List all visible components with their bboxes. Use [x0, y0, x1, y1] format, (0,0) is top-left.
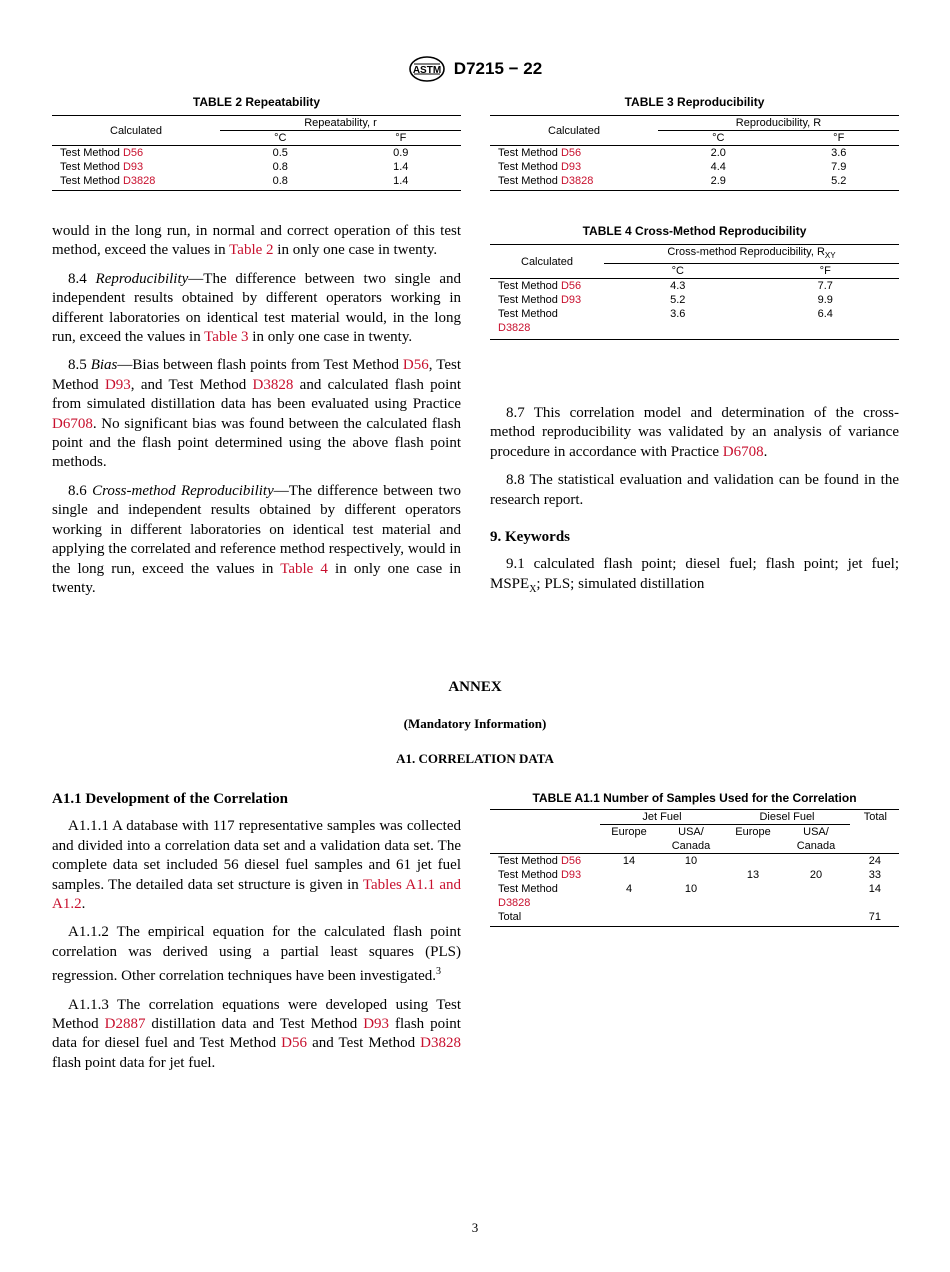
table-2-link[interactable]: Table 2	[229, 242, 274, 259]
paragraph-a1-1-3	[52, 996, 461, 1074]
table-row-total	[490, 910, 899, 927]
method-link[interactable]: D93	[560, 161, 582, 173]
value-c: 4.3	[670, 280, 686, 293]
d6708-link[interactable]: D6708	[52, 415, 93, 432]
section-9-heading: 9. Keywords	[490, 529, 570, 546]
table-2-col-group: Repeatability, r	[220, 116, 461, 131]
paragraph-a1-1-1	[52, 817, 461, 914]
row-label: Test Method	[498, 161, 561, 173]
diesel-usa-value	[782, 854, 850, 869]
text: 8.5	[68, 357, 91, 374]
a1-1-heading: A1.1 Development of the Correlation	[52, 791, 288, 807]
value-c: 0.8	[272, 161, 288, 173]
text: —The difference between two single and independent results obtained by different operators working in different laboratories on identical test material would, in the long run, exceed the values in	[52, 270, 461, 346]
text: A1.1.3 The correlation equations were developed using Test Method	[52, 996, 461, 1033]
text: in only one case in twenty.	[52, 560, 461, 596]
table-2-col-calculated: Calculated	[52, 116, 220, 146]
table-3-unit-f: °F	[778, 131, 899, 146]
table-3-unit-c: °C	[658, 131, 778, 146]
table-a1-1-grid	[490, 809, 899, 927]
total-value: 33	[868, 869, 881, 881]
text: would in the long run, in normal and correct operation of this test method, exceed the values in	[52, 223, 461, 259]
table-4-unit-c: °C	[604, 264, 751, 279]
astm-logo-icon	[408, 56, 446, 82]
value-c: 2.0	[710, 147, 726, 159]
text: 8.4	[68, 270, 96, 287]
canada-label: Canada	[671, 840, 711, 852]
diesel-usa-value: 20	[809, 869, 823, 881]
table-row	[52, 174, 461, 191]
page-number: 3	[471, 1220, 479, 1235]
diesel-fuel-header: Diesel Fuel	[724, 810, 850, 825]
table-3-grid	[490, 115, 899, 191]
d3828-link[interactable]: D3828	[252, 376, 294, 393]
page-header	[0, 56, 950, 84]
diesel-europe-value	[724, 882, 782, 910]
diesel-europe-value: 13	[746, 869, 760, 881]
annex-subtitle: (Mandatory Information)	[403, 716, 547, 731]
table-3-col-calculated: Calculated	[490, 116, 658, 146]
term: Reproducibility	[95, 270, 189, 287]
value-f: 6.4	[751, 307, 899, 340]
table-2-grid	[52, 115, 461, 191]
text: 9.1 calculated flash point; diesel fuel; flash point; jet fuel; MSPE	[490, 556, 899, 592]
canada-label: Canada	[796, 840, 836, 852]
grand-total-value: 71	[850, 910, 899, 927]
table-4-title: TABLE 4 Cross-Method Reproducibility	[582, 224, 807, 238]
table-row	[490, 146, 899, 161]
row-label: Test Method	[60, 161, 123, 173]
value-c: 0.5	[272, 147, 288, 159]
method-link[interactable]: D56	[560, 855, 582, 867]
method-link[interactable]: D3828	[498, 897, 531, 909]
tables-a1-link[interactable]: Tables A1.1 and A1.2	[52, 876, 462, 913]
table-row	[490, 160, 899, 174]
footnote-ref[interactable]: 3	[436, 966, 442, 978]
table-row	[52, 146, 461, 161]
text: —Bias between flash points from Test Method	[117, 357, 403, 374]
table-4-link[interactable]: Table 4	[280, 560, 328, 577]
value-f: 5.2	[778, 174, 899, 191]
table-4-col-group-sub: XY	[824, 251, 836, 261]
jet-usa-value: 10	[684, 883, 698, 895]
text: 8.6	[68, 482, 93, 499]
annex-section-title: A1. CORRELATION DATA	[396, 751, 554, 766]
value-f: 7.7	[817, 280, 833, 293]
value-f: 1.4	[393, 161, 409, 173]
table-3-title: TABLE 3 Reproducibility	[624, 95, 765, 109]
row-label: Test Method	[498, 294, 561, 307]
table-3-link[interactable]: Table 3	[204, 329, 249, 346]
paragraph-8-7	[490, 404, 899, 462]
usa-label: USA/	[678, 826, 704, 838]
row-label: Test Method	[498, 280, 561, 293]
table-2	[52, 95, 461, 191]
term: Cross-method Reproducibility	[92, 482, 274, 499]
subscript: X	[529, 583, 537, 595]
table-a1-1-title: TABLE A1.1 Number of Samples Used for the Correlation	[532, 791, 857, 805]
jet-europe-header: Europe	[600, 825, 658, 854]
table-row	[490, 868, 899, 882]
row-label: Test Method	[498, 308, 558, 321]
a1-1-text	[52, 790, 461, 1082]
value-f: 3.6	[831, 147, 847, 159]
text: . No significant bias was found between the calculated flash point and the flash point determined using the above flash point methods.	[52, 415, 461, 471]
jet-europe-value	[600, 868, 658, 882]
table-row	[490, 293, 899, 307]
table-row	[490, 307, 899, 340]
text: 8.7 This correlation model and determination of the cross-method reproducibility was validated by an analysis of variance procedure in accordance with Practice	[490, 405, 899, 460]
d93-link[interactable]: D93	[363, 1016, 390, 1033]
d93-link[interactable]: D93	[104, 376, 131, 393]
paragraph-8-8: 8.8 The statistical evaluation and validation can be found in the research report.	[490, 472, 899, 508]
document-id: D7215 − 22	[453, 59, 543, 78]
jet-usa-value: 10	[684, 855, 698, 867]
paragraph-8-5	[52, 356, 461, 472]
value-c: 4.4	[710, 161, 726, 173]
method-link[interactable]: D3828	[560, 175, 594, 187]
d56-link[interactable]: D56	[281, 1035, 308, 1052]
text: in only one case in twenty.	[248, 329, 413, 346]
d3828-link[interactable]: D3828	[420, 1035, 462, 1052]
annex-title: ANNEX	[448, 679, 502, 695]
table-row	[490, 854, 899, 869]
method-link[interactable]: D56	[560, 280, 582, 293]
right-column-text	[490, 404, 899, 608]
text: —The difference between two single and independent results obtained by different operators working in different laboratories on identical test material and applying the correlated and reference method respectively, would in the long run, exceed the values in	[52, 482, 461, 577]
usa-label: USA/	[803, 826, 829, 838]
text: .	[763, 443, 768, 460]
value-f: 1.4	[341, 174, 462, 191]
total-value: 24	[868, 855, 881, 867]
table-row	[52, 160, 461, 174]
d56-link[interactable]: D56	[402, 357, 429, 374]
text: and calculated flash point from simulated distillation data has been evaluated using Practice	[52, 376, 461, 413]
method-link[interactable]: D93	[122, 161, 144, 173]
text: ; PLS; simulated distillation	[536, 575, 705, 592]
text: .	[81, 896, 86, 913]
table-row	[490, 882, 899, 910]
term: Bias	[90, 357, 118, 374]
text: and Test Method	[307, 1035, 421, 1052]
d2887-link[interactable]: D2887	[104, 1016, 146, 1033]
row-label: Test Method	[498, 175, 561, 187]
row-label: Test Method	[498, 883, 558, 895]
jet-europe-value: 4	[625, 883, 633, 895]
table-2-unit-c: °C	[220, 131, 341, 146]
method-link[interactable]: D56	[122, 147, 144, 159]
method-link[interactable]: D93	[560, 294, 582, 307]
table-4-col-group	[604, 245, 899, 264]
table-a1-1	[490, 791, 899, 927]
text: , and Test Method	[130, 376, 253, 393]
jet-fuel-header: Jet Fuel	[600, 810, 724, 825]
table-4-unit-f: °F	[751, 264, 899, 279]
diesel-usa-canada-header	[782, 825, 850, 854]
text: , Test Method	[52, 357, 461, 393]
total-value: 14	[868, 883, 881, 895]
value-c: 0.8	[220, 174, 341, 191]
total-sub-header	[850, 825, 899, 854]
paragraph-8-4	[52, 270, 461, 348]
text: flash point data for diesel fuel and Test Method	[52, 1016, 461, 1052]
value-f: 9.9	[817, 294, 833, 307]
table-3	[490, 95, 899, 191]
diesel-europe-header: Europe	[724, 825, 782, 854]
value-c: 3.6	[604, 307, 751, 340]
table-2-unit-f: °F	[341, 131, 462, 146]
row-label: Test Method	[498, 147, 561, 159]
diesel-usa-value	[782, 882, 850, 910]
table-3-col-group: Reproducibility, R	[658, 116, 899, 131]
d6708-link[interactable]: D6708	[722, 443, 764, 460]
text: distillation data and Test Method	[145, 1016, 364, 1033]
table-2-title: TABLE 2 Repeatability	[192, 95, 321, 109]
value-f: 0.9	[393, 147, 409, 159]
paragraph-8-6	[52, 482, 461, 598]
row-label: Test Method	[498, 869, 561, 881]
value-f: 7.9	[831, 161, 847, 173]
method-link[interactable]: D93	[560, 869, 582, 881]
table-4-col-group-label: Cross-method Reproducibility, R	[667, 246, 825, 258]
table-4-col-calculated: Calculated	[490, 245, 604, 279]
row-label: Test Method	[498, 855, 561, 867]
left-column-text	[52, 222, 461, 607]
table-row	[490, 174, 899, 191]
text: in only one case in twenty.	[273, 242, 438, 259]
total-row-label: Total	[490, 910, 600, 927]
svg-text:ASTM: ASTM	[412, 65, 441, 76]
table-4	[490, 224, 899, 340]
method-link[interactable]: D56	[560, 147, 582, 159]
row-label: Test Method	[60, 147, 123, 159]
row-label: Test Method	[60, 175, 123, 187]
total-header: Total	[850, 810, 899, 825]
diesel-europe-value	[724, 854, 782, 869]
value-c: 5.2	[670, 294, 686, 307]
value-c: 2.9	[658, 174, 778, 191]
text: A1.1.1 A database with 117 representative samples was collected and divided into a correlation data set and a validation data set. The complete data set included 56 diesel fuel samples and 61 jet fuel samples. The detailed data set structure is given in	[52, 818, 461, 893]
jet-europe-value: 14	[622, 855, 636, 867]
text: A1.1.2 The empirical equation for the calculated flash point correlation was derived using a partial least squares (PLS) regression. Other correlation techniques have been investigated.	[52, 924, 461, 985]
paragraph-8-3-cont	[52, 222, 461, 261]
jet-usa-value	[658, 868, 724, 882]
method-link[interactable]: D3828	[122, 175, 156, 187]
text: flash point data for jet fuel.	[52, 1054, 216, 1071]
table-row	[490, 279, 899, 294]
paragraph-a1-1-2	[52, 923, 461, 986]
table-a1-1-corner	[490, 810, 600, 854]
method-link[interactable]: D3828	[498, 322, 531, 335]
jet-usa-canada-header	[658, 825, 724, 854]
table-4-grid	[490, 244, 899, 340]
paragraph-9-1	[490, 555, 899, 599]
